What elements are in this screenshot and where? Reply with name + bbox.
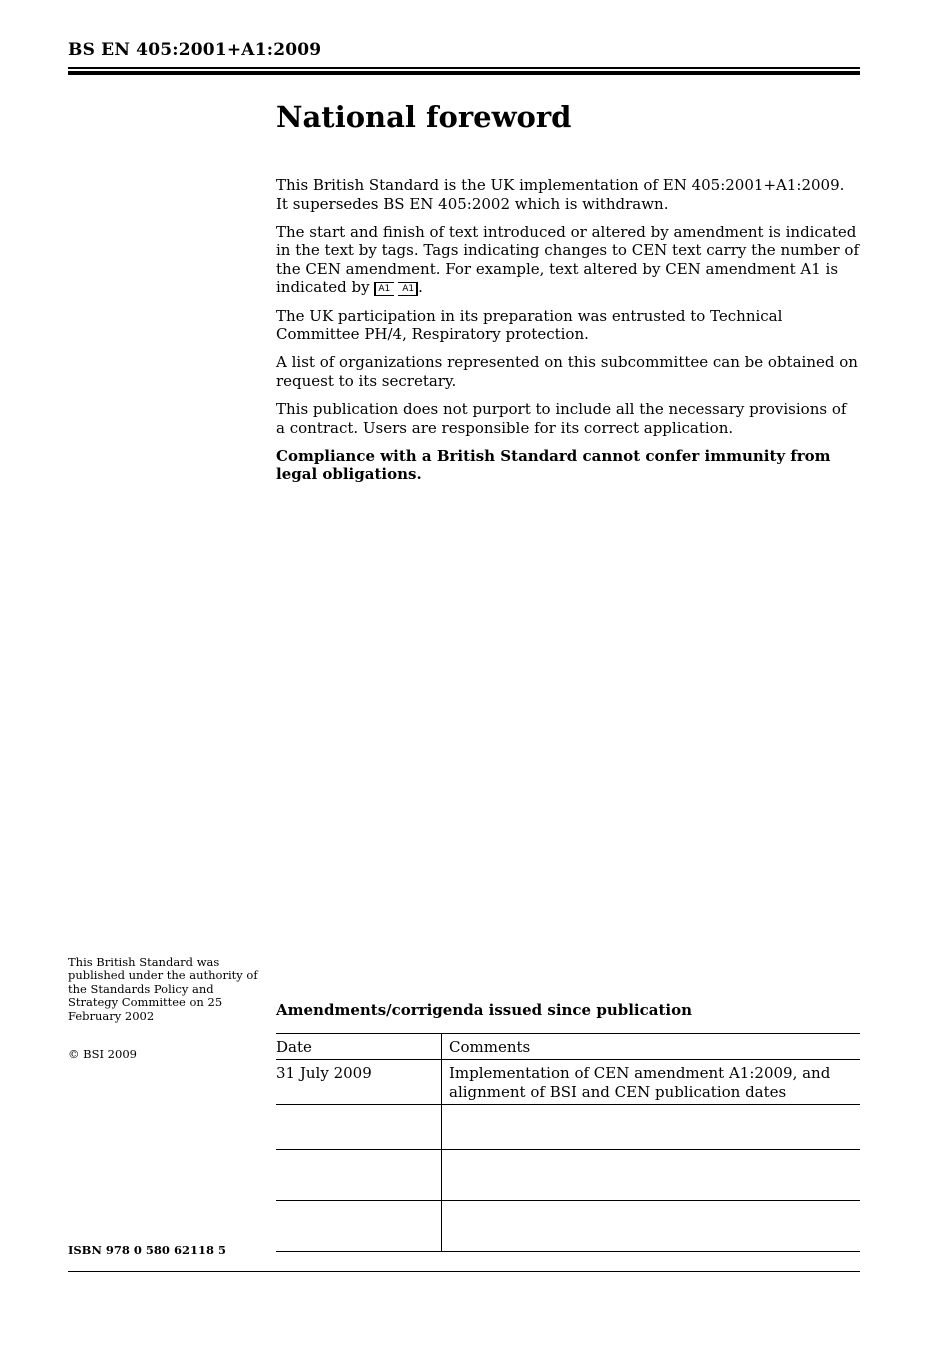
publication-note: This British Standard was published under the authority of the Standards Policy and Strategy Committee on 25 February 2002 [68, 955, 258, 1023]
table-row [276, 1201, 860, 1252]
amendment-comments: Implementation of CEN amendment A1:2009, and alignment of BSI and CEN publication dates [442, 1060, 861, 1105]
amendment-end-tag-icon: A1 [398, 282, 418, 296]
paragraph-provisions: This publication does not purport to include all the necessary provisions of a contract. Users are responsible for its correct application. [276, 399, 847, 437]
amendment-comments [442, 1201, 861, 1252]
amendments-heading: Amendments/corrigenda issued since publication [276, 1001, 692, 1019]
footer-rule [68, 1271, 860, 1272]
amendment-date: 31 July 2009 [276, 1060, 442, 1105]
paragraph-organizations: A list of organizations represented on this subcommittee can be obtained on request to its secretary. [276, 353, 858, 390]
page-title: National foreword [276, 100, 572, 134]
foreword-body [276, 176, 860, 493]
amendment-tags-text: The start and finish of text introduced or altered by amendment is indicated in the text by tags. Tags indicating changes to CEN text carry the number of the CEN amendment. For example, text altered by CEN amendment A1 is indicated by [276, 222, 860, 297]
amendment-date [276, 1201, 442, 1252]
paragraph-compliance: Compliance with a British Standard cannot confer immunity from legal obligations. [276, 446, 831, 484]
header-rule-top [68, 67, 860, 69]
amendment-date [276, 1105, 442, 1150]
copyright-notice: © BSI 2009 [68, 1047, 137, 1061]
column-header-comments: Comments [442, 1034, 861, 1060]
amendment-comments [442, 1150, 861, 1201]
amendment-start-tag-icon: A1 [374, 282, 394, 296]
paragraph-committee: The UK participation in its preparation was entrusted to Technical Committee PH/4, Respiratory protection. [276, 306, 783, 344]
table-row [276, 1105, 860, 1150]
standard-identifier: BS EN 405:2001+A1:2009 [68, 40, 322, 60]
table-row [276, 1150, 860, 1201]
table-header-row [276, 1034, 860, 1060]
amendment-tags-end: . [418, 278, 423, 297]
paragraph-implementation: This British Standard is the UK implementation of EN 405:2001+A1:2009. It supersedes BS EN 405:2002 which is withdrawn. [276, 176, 845, 213]
amendment-date [276, 1150, 442, 1201]
isbn: ISBN 978 0 580 62118 5 [68, 1243, 226, 1257]
table-row [276, 1060, 860, 1105]
paragraph-amendment-tags [276, 223, 860, 297]
amendments-table [276, 1033, 860, 1252]
column-header-date: Date [276, 1034, 442, 1060]
amendment-comments [442, 1105, 861, 1150]
header-rule-bottom [68, 71, 860, 75]
